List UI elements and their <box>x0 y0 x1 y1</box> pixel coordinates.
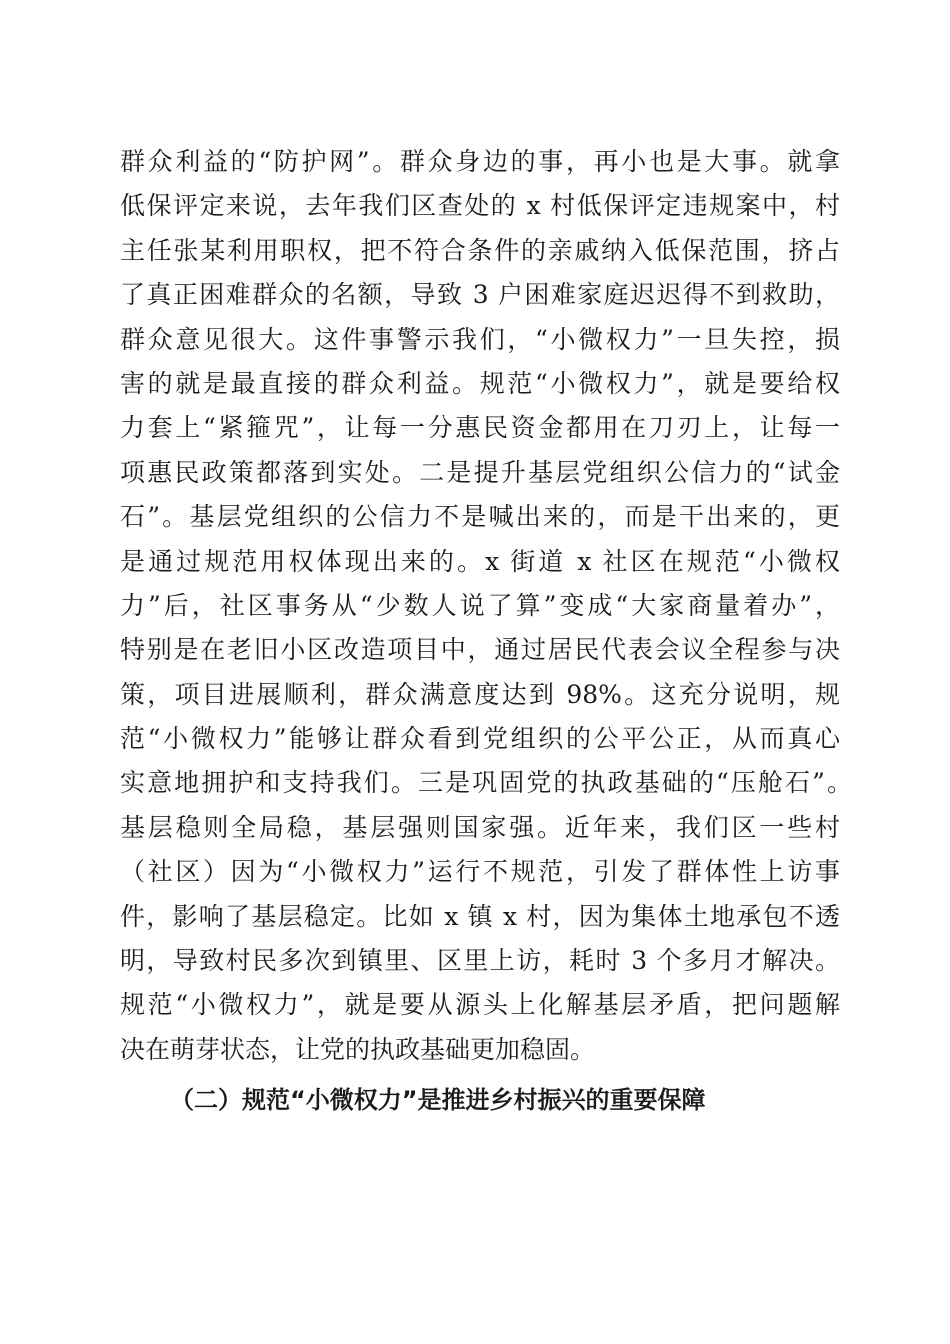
paragraph-line: 低保评定来说，去年我们区查处的 x 村低保评定违规案中，村 <box>120 191 840 221</box>
paragraph-line: 范“小微权力”能够让群众看到党组织的公平公正，从而真心 <box>120 724 840 754</box>
paragraph-line: 实意地拥护和支持我们。三是巩固党的执政基础的“压舱石”。 <box>120 768 852 798</box>
paragraph-line: 策，项目进展顺利，群众满意度达到 98%。这充分说明，规 <box>120 679 840 709</box>
paragraph-line: 特别是在老旧小区改造项目中，通过居民代表会议全程参与决 <box>120 635 840 665</box>
paragraph-line: （社区）因为“小微权力”运行不规范，引发了群体性上访事 <box>120 857 840 887</box>
paragraph-line: 基层稳则全局稳，基层强则国家强。近年来，我们区一些村 <box>120 812 840 842</box>
paragraph-line: 力套上“紧箍咒”，让每一分惠民资金都用在刀刃上，让每一 <box>120 413 840 443</box>
paragraph-line: 石”。基层党组织的公信力不是喊出来的，而是干出来的，更 <box>120 502 840 532</box>
section-heading: （二）规范“小微权力”是推进乡村振兴的重要保障 <box>170 1086 706 1114</box>
paragraph-line: 害的就是最直接的群众利益。规范“小微权力”，就是要给权 <box>120 368 840 398</box>
paragraph-line: 群众意见很大。这件事警示我们，“小微权力”一旦失控，损 <box>120 324 840 354</box>
body-paragraph <box>120 140 852 1072</box>
paragraph-line: 明，导致村民多次到镇里、区里上访，耗时 3 个多月才解决。 <box>120 946 840 976</box>
paragraph-line: 主任张某利用职权，把不符合条件的亲戚纳入低保范围，挤占 <box>120 235 840 265</box>
paragraph-line: 群众利益的“防护网”。群众身边的事，再小也是大事。就拿 <box>120 147 840 176</box>
paragraph-line: 决在萌芽状态，让党的执政基础更加稳固。 <box>120 1034 596 1064</box>
paragraph-line: 是通过规范用权体现出来的。x 街道 x 社区在规范“小微权 <box>120 546 840 576</box>
paragraph-line: 件，影响了基层稳定。比如 x 镇 x 村，因为集体土地承包不透 <box>120 901 840 931</box>
paragraph-line: 规范“小微权力”，就是要从源头上化解基层矛盾，把问题解 <box>120 990 840 1020</box>
paragraph-line: 项惠民政策都落到实处。二是提升基层党组织公信力的“试金 <box>120 457 840 487</box>
paragraph-line: 了真正困难群众的名额，导致 3 户困难家庭迟迟得不到救助， <box>120 280 840 310</box>
paragraph-line: 力”后，社区事务从“少数人说了算”变成“大家商量着办”， <box>120 590 840 620</box>
